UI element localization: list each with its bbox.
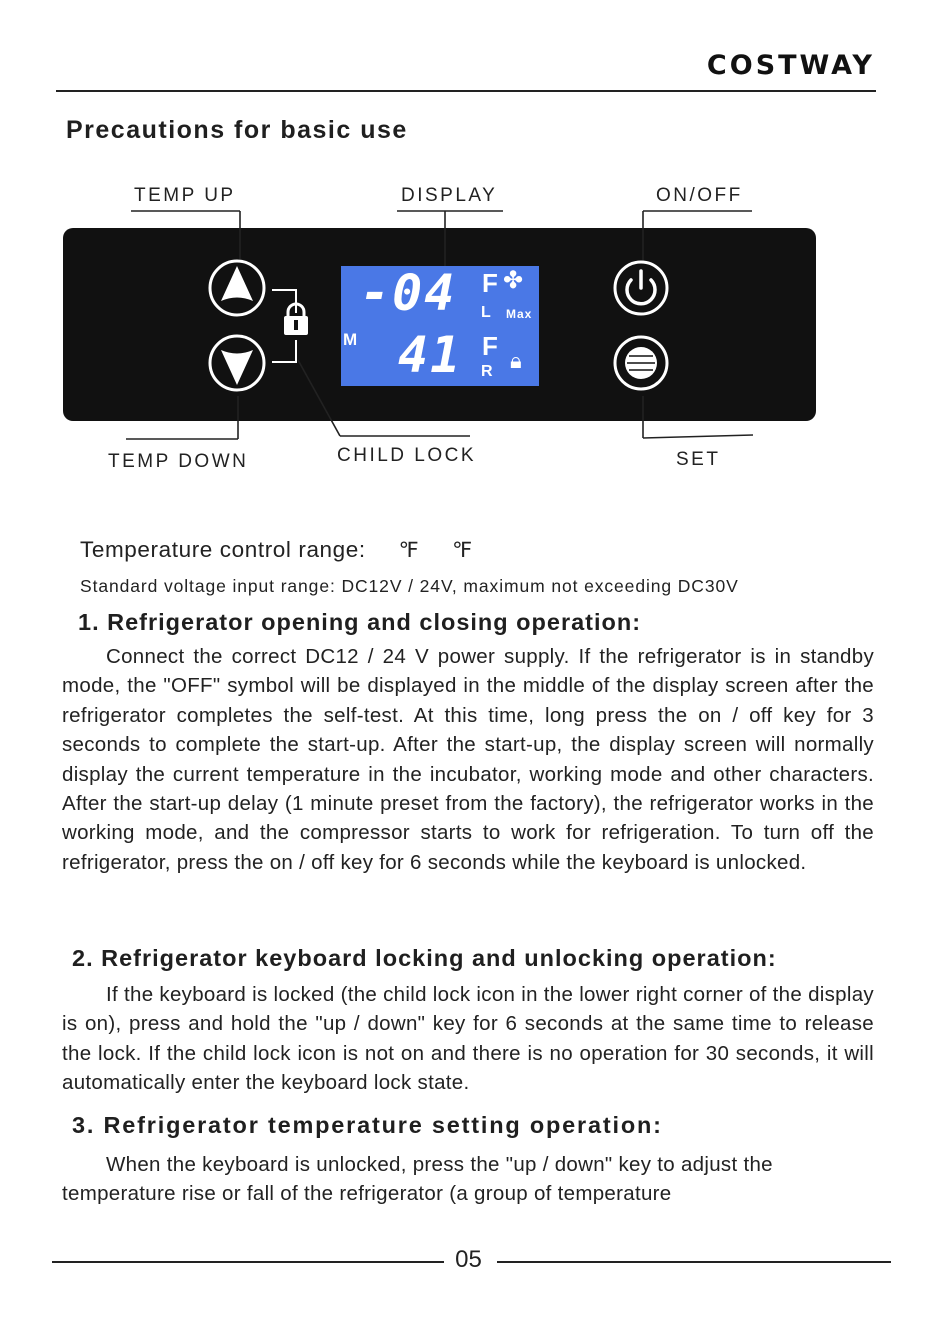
header-rule — [56, 90, 876, 92]
section-2-text: If the keyboard is locked (the child lock icon in the lower right corner of the display is on), press and hold the "up / down" key for 6 seconds at the same time to release the lock. If the child lock icon is not on and there is no operation for 30 seconds, it will automatically enter the keyboard lock state. — [62, 983, 874, 1095]
temperature-range-label: Temperature control range: — [80, 537, 366, 562]
fan-icon: ✤ — [503, 267, 524, 294]
lcd-top-reading: -04 — [360, 264, 457, 322]
temperature-range — [80, 537, 473, 563]
voltage-range: Standard voltage input range: DC12V / 24V, maximum not exceeding DC30V — [80, 576, 739, 596]
lcd-mode-l: L — [481, 304, 491, 321]
section-1-heading: 1. Refrigerator opening and closing operation: — [78, 609, 642, 635]
section-1-body — [62, 642, 874, 877]
set-button — [615, 337, 667, 389]
section-3-heading: 3. Refrigerator temperature setting operation: — [72, 1112, 663, 1138]
section-1-text: Connect the correct DC12 / 24 V power supply. If the refrigerator is in standby mode, the "OFF" symbol will be displayed in the middle of the display screen after the refrigerator completes the self-test. At this time, long press the on / off key for 3 seconds to complete the start-up. After the start-up, the display screen will normally display the current temperature in the incubator, working mode and other characters. After the start-up delay (1 minute preset from the factory), the refrigerator works in the working mode, and the compressor starts to work for refrigeration. To turn off the refrigerator, press the on / off key for 6 seconds while the keyboard is unlocked. — [62, 645, 874, 874]
temp-down-button — [210, 336, 264, 390]
lcd-bottom-unit: F — [482, 331, 498, 361]
section-3-body — [62, 1150, 874, 1209]
label-temp-down: TEMP DOWN — [108, 451, 249, 472]
temperature-unit-1: ℉ — [398, 539, 420, 562]
lcd-max: Max — [506, 307, 533, 321]
label-on-off: ON/OFF — [656, 185, 743, 206]
power-button — [615, 262, 667, 314]
label-child-lock: CHILD LOCK — [337, 445, 477, 466]
brand-logo: COSTWAY — [706, 50, 875, 81]
lcd-top-unit: F — [482, 268, 498, 298]
control-panel-diagram — [0, 170, 937, 490]
lcd-mode-m: M — [343, 330, 358, 349]
page-number: 05 — [455, 1246, 482, 1273]
lcd-mode-r: R — [481, 363, 493, 380]
lcd-lock-icon: 🔒︎ — [510, 348, 522, 373]
page-title: Precautions for basic use — [66, 116, 408, 144]
temperature-unit-2: ℉ — [452, 539, 473, 562]
section-2-body — [62, 980, 874, 1098]
label-display: DISPLAY — [401, 185, 498, 206]
section-2-heading: 2. Refrigerator keyboard locking and unlocking operation: — [72, 945, 777, 971]
lcd-bottom-reading: 41 — [398, 326, 463, 384]
label-set: SET — [676, 449, 721, 470]
temp-up-button — [210, 261, 264, 315]
section-3-text: When the keyboard is unlocked, press the "up / down" key to adjust the temperature rise or fall of the refrigerator (a group of temperature — [62, 1153, 773, 1206]
label-temp-up: TEMP UP — [134, 185, 236, 206]
